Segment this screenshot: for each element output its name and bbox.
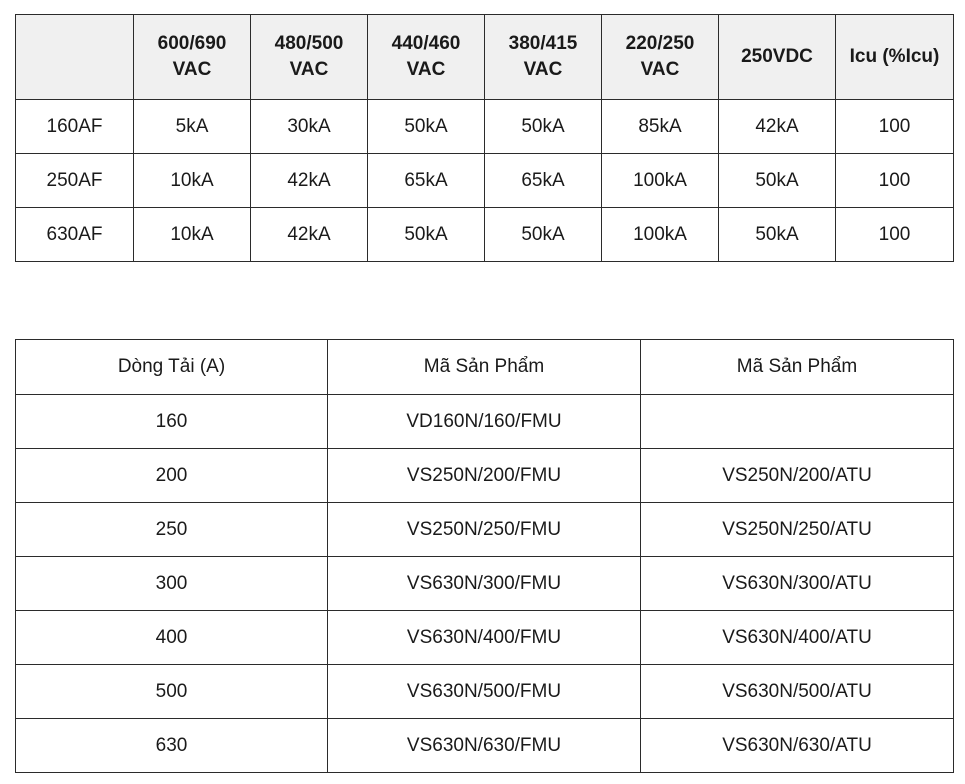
product-code-cell: VS630N/630/ATU <box>641 719 954 773</box>
table-cell: 100kA <box>602 208 719 262</box>
product-code-cell: VD160N/160/FMU <box>328 395 641 449</box>
product-code-cell: VS250N/200/ATU <box>641 449 954 503</box>
table-cell: 30kA <box>251 100 368 154</box>
table-cell: 65kA <box>368 154 485 208</box>
header-cell: 250VDC <box>719 15 836 100</box>
table-row <box>16 208 954 262</box>
breaking-capacity-table <box>15 14 954 262</box>
table-cell: 10kA <box>134 208 251 262</box>
table-row <box>16 503 954 557</box>
load-current-cell: 160 <box>16 395 328 449</box>
table-cell: 50kA <box>719 154 836 208</box>
table-cell: 50kA <box>368 208 485 262</box>
header-cell: 600/690 VAC <box>134 15 251 100</box>
product-code-cell: VS250N/250/ATU <box>641 503 954 557</box>
product-code-cell: VS630N/500/FMU <box>328 665 641 719</box>
load-current-cell: 200 <box>16 449 328 503</box>
header-cell: 380/415 VAC <box>485 15 602 100</box>
table-cell: 100 <box>836 154 954 208</box>
table-cell: 85kA <box>602 100 719 154</box>
table-header-row <box>16 340 954 395</box>
header-cell: Icu (%Icu) <box>836 15 954 100</box>
header-cell: 220/250 VAC <box>602 15 719 100</box>
table-row <box>16 665 954 719</box>
table-cell: 42kA <box>251 154 368 208</box>
row-label: 160AF <box>16 100 134 154</box>
header-cell-product-code: Mã Sản Phẩm <box>641 340 954 395</box>
table-cell: 5kA <box>134 100 251 154</box>
table-row <box>16 395 954 449</box>
product-code-cell <box>641 395 954 449</box>
load-current-cell: 630 <box>16 719 328 773</box>
row-label: 250AF <box>16 154 134 208</box>
table-row <box>16 611 954 665</box>
product-code-table <box>15 339 954 773</box>
product-code-cell: VS630N/300/ATU <box>641 557 954 611</box>
table-cell: 100kA <box>602 154 719 208</box>
header-cell-load-current: Dòng Tải (A) <box>16 340 328 395</box>
table-row <box>16 449 954 503</box>
table-row <box>16 154 954 208</box>
header-cell: 440/460 VAC <box>368 15 485 100</box>
table-cell: 42kA <box>251 208 368 262</box>
load-current-cell: 500 <box>16 665 328 719</box>
table-row <box>16 557 954 611</box>
product-code-cell: VS250N/250/FMU <box>328 503 641 557</box>
load-current-cell: 250 <box>16 503 328 557</box>
product-code-cell: VS630N/500/ATU <box>641 665 954 719</box>
header-cell-product-code: Mã Sản Phẩm <box>328 340 641 395</box>
table-cell: 50kA <box>368 100 485 154</box>
header-cell-blank <box>16 15 134 100</box>
table-cell: 50kA <box>719 208 836 262</box>
table-header-row <box>16 15 954 100</box>
table-cell: 50kA <box>485 100 602 154</box>
table-cell: 50kA <box>485 208 602 262</box>
product-code-cell: VS630N/400/ATU <box>641 611 954 665</box>
table-cell: 65kA <box>485 154 602 208</box>
header-cell: 480/500 VAC <box>251 15 368 100</box>
product-code-cell: VS250N/200/FMU <box>328 449 641 503</box>
load-current-cell: 300 <box>16 557 328 611</box>
product-code-cell: VS630N/630/FMU <box>328 719 641 773</box>
table-row <box>16 719 954 773</box>
table-cell: 100 <box>836 208 954 262</box>
table-cell: 100 <box>836 100 954 154</box>
product-code-cell: VS630N/300/FMU <box>328 557 641 611</box>
table-cell: 42kA <box>719 100 836 154</box>
row-label: 630AF <box>16 208 134 262</box>
table-cell: 10kA <box>134 154 251 208</box>
table-row <box>16 100 954 154</box>
load-current-cell: 400 <box>16 611 328 665</box>
product-code-cell: VS630N/400/FMU <box>328 611 641 665</box>
